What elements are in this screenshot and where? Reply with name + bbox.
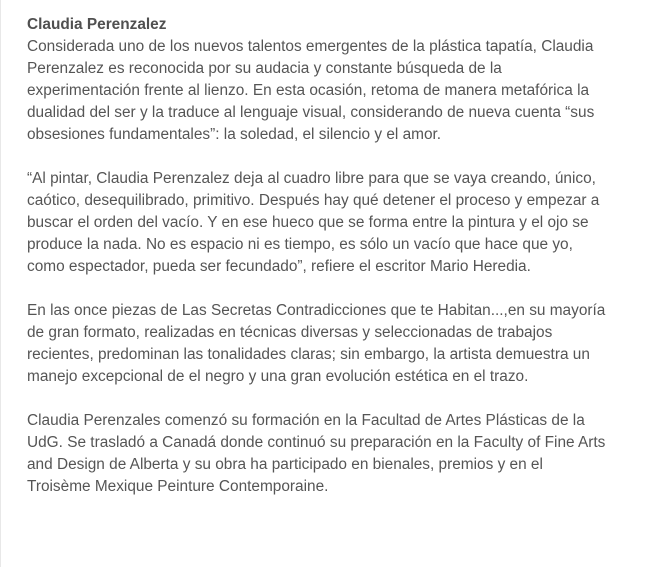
paragraph-line: caótico, desequilibrado, primitivo. Después hay qué detener el proceso y empezar a xyxy=(27,192,600,209)
paragraph-spacer xyxy=(27,278,637,300)
paragraph-line: obsesiones fundamentales”: la soledad, el silencio y el amor. xyxy=(27,126,442,143)
paragraph-line: and Design de Alberta y su obra ha participado en bienales, premios y en el xyxy=(27,456,543,473)
paragraph-line: Perenzalez es reconocida por su audacia y constante búsqueda de la xyxy=(27,60,502,77)
paragraph-biography xyxy=(27,410,637,498)
paragraph-line: Troisème Mexique Peinture Contemporaine. xyxy=(27,478,329,495)
paragraph-line: manejo excepcional de el negro y una gran evolución estética en el trazo. xyxy=(27,368,529,385)
paragraph-line: como espectador, pueda ser fecundado”, refiere el escritor Mario Heredia. xyxy=(27,258,531,275)
paragraph-line: Considerada uno de los nuevos talentos emergentes de la plástica tapatía, Claudia xyxy=(27,38,594,55)
paragraph-spacer xyxy=(27,388,637,410)
paragraph-exhibition xyxy=(27,300,637,388)
paragraph-line: “Al pintar, Claudia Perenzalez deja al cuadro libre para que se vaya creando, único, xyxy=(27,170,596,187)
paragraph-line: dualidad del ser y la traduce al lenguaje visual, considerando de nueva cuenta “sus xyxy=(27,104,595,121)
article-body xyxy=(27,14,637,498)
paragraph-spacer xyxy=(27,146,637,168)
paragraph-line: UdG. Se trasladó a Canadá donde continuó su preparación en la Faculty of Fine Arts xyxy=(27,434,606,451)
paragraph-quote xyxy=(27,168,637,278)
paragraph-line: buscar el orden del vacío. Y en ese hueco que se forma entre la pintura y el ojo se xyxy=(27,214,589,231)
paragraph-line: Claudia Perenzales comenzó su formación en la Facultad de Artes Plásticas de la xyxy=(27,412,585,429)
paragraph-line: recientes, predominan las tonalidades claras; sin embargo, la artista demuestra un xyxy=(27,346,590,363)
paragraph-line: de gran formato, realizadas en técnicas diversas y seleccionadas de trabajos xyxy=(27,324,553,341)
paragraph-line: En las once piezas de Las Secretas Contradicciones que te Habitan...,en su mayoría xyxy=(27,302,606,319)
paragraph-line: produce la nada. No es espacio ni es tiempo, es sólo un vacío que hace que yo, xyxy=(27,236,573,253)
paragraph-intro xyxy=(27,36,637,146)
paragraph-line: experimentación frente al lienzo. En esta ocasión, retoma de manera metafórica la xyxy=(27,82,590,99)
author-heading: Claudia Perenzalez xyxy=(27,16,167,33)
